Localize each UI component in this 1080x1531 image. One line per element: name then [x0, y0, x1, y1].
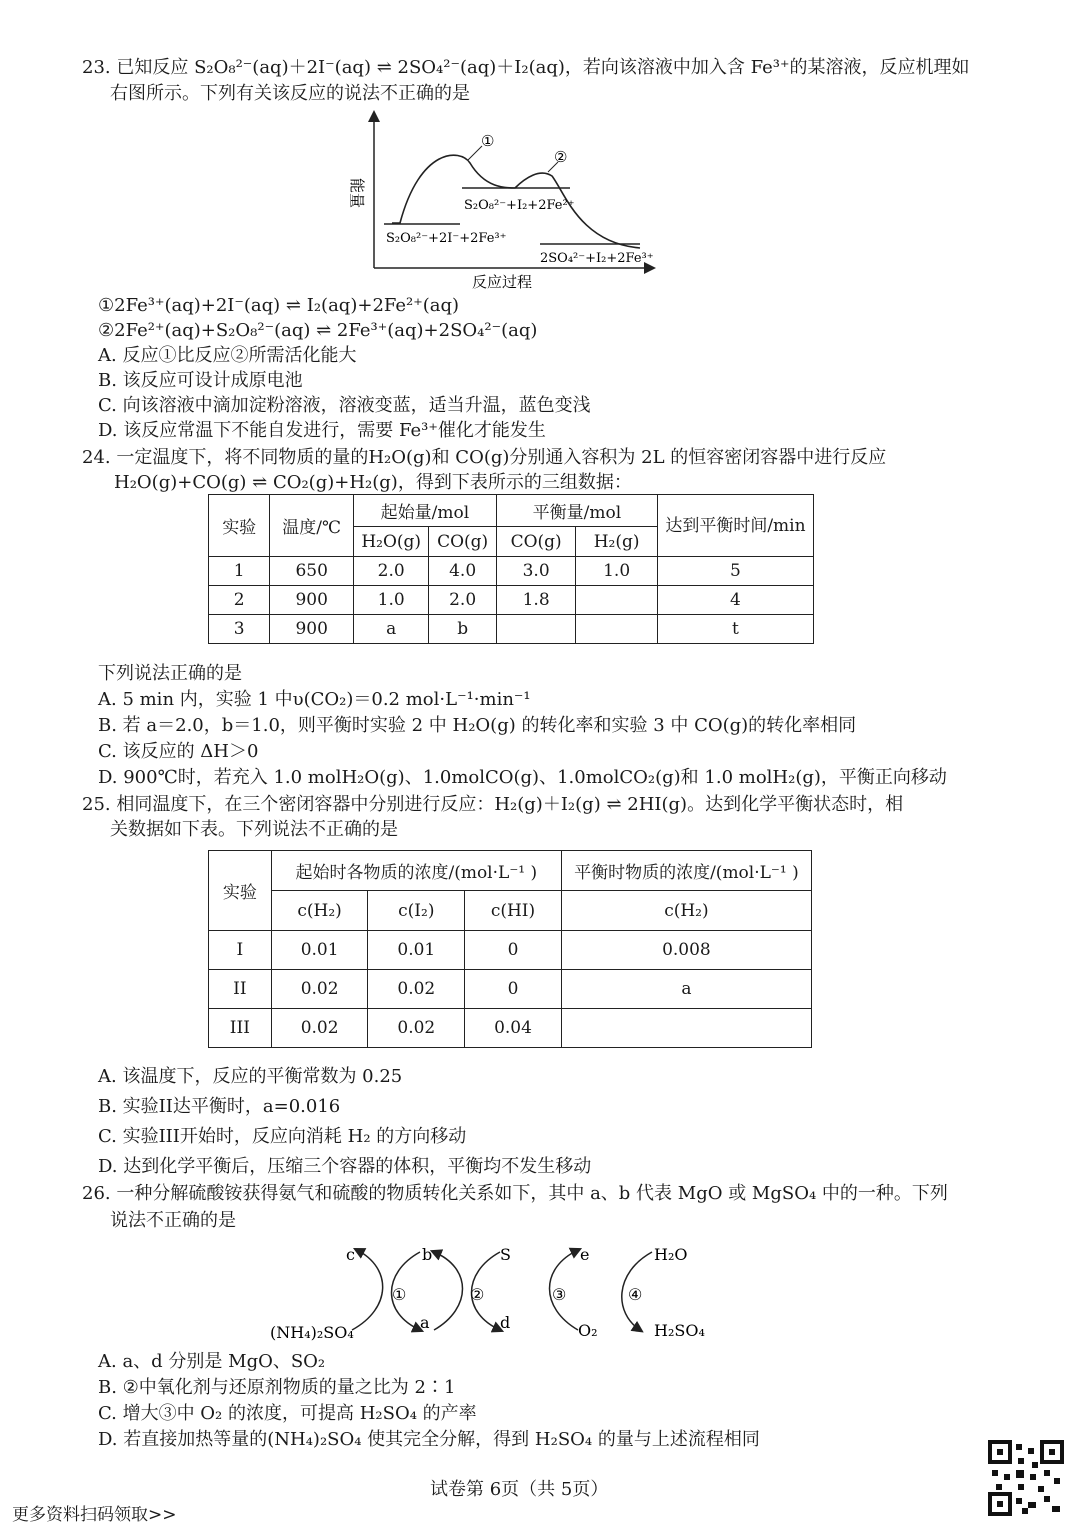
peak2-label: ②	[554, 148, 568, 166]
q25-option-b: B. 实验II达平衡时，a=0.016	[98, 1096, 341, 1117]
cell	[496, 615, 576, 644]
q25-option-c: C. 实验III开始时，反应向消耗 H₂ 的方向移动	[98, 1126, 467, 1147]
diagram-xlabel: 反应过程	[472, 273, 533, 291]
q26-option-c: C. 增大③中 O₂ 的浓度，可提高 H₂SO₄ 的产率	[98, 1403, 477, 1424]
q23-option-d: D. 该反应常温下不能自发进行，需要 Fe³⁺催化才能发生	[98, 420, 546, 441]
q24-option-c: C. 该反应的 ΔH＞0	[98, 741, 259, 762]
q25-stem-line1: 25. 相同温度下，在三个密闭容器中分别进行反应：H₂(g)＋I₂(g) ⇌ 2HI(g)。达到化学平衡状态时，相	[82, 794, 904, 815]
cell: 4	[657, 586, 813, 615]
q26-stem-line2: 说法不正确的是	[110, 1210, 236, 1231]
qr-code-icon	[988, 1440, 1064, 1516]
q25-stem-line2: 关数据如下表。下列说法不正确的是	[110, 819, 398, 840]
th-temp: 温度/℃	[270, 495, 354, 557]
cell: 4.0	[429, 557, 496, 586]
q23-eq1: ①2Fe³⁺(aq)+2I⁻(aq) ⇌ I₂(aq)+2Fe²⁺(aq)	[98, 295, 460, 316]
cell: 3	[209, 615, 270, 644]
th-exp: 实验	[209, 495, 270, 557]
label-c: c	[346, 1245, 355, 1264]
diagram-ylabel: 能量	[348, 178, 366, 209]
th-time: 达到平衡时间/min	[657, 495, 813, 557]
q24-lead: 下列说法正确的是	[98, 663, 242, 684]
cell	[576, 586, 658, 615]
th-sub-i2: c(I₂)	[368, 891, 465, 931]
q23-option-b: B. 该反应可设计成原电池	[98, 370, 303, 391]
cell: 0.02	[368, 1009, 465, 1048]
q23-option-a: A. 反应①比反应②所需活化能大	[98, 345, 357, 366]
cell: b	[429, 615, 496, 644]
cell: 1.8	[496, 586, 576, 615]
q24-option-d: D. 900℃时，若充入 1.0 molH₂O(g)、1.0molCO(g)、1.0molCO₂(g)和 1.0 molH₂(g)，平衡正向移动	[98, 767, 947, 788]
more-link[interactable]: 更多资料扫码领取>>	[12, 1505, 177, 1525]
th-sub-h2-eq: H₂(g)	[576, 527, 658, 557]
label-h2o: H₂O	[654, 1245, 688, 1264]
cell: 0.008	[561, 931, 811, 970]
cell: 2.0	[353, 557, 428, 586]
q26-stem-line1: 26. 一种分解硫酸铵获得氨气和硫酸的物质转化关系如下，其中 a、b 代表 MgO 或 MgSO₄ 中的一种。下列	[82, 1183, 948, 1204]
cell	[576, 615, 658, 644]
cell: 0.04	[465, 1009, 562, 1048]
cell: 900	[270, 615, 354, 644]
q23-stem-line2: 右图所示。下列有关该反应的说法不正确的是	[110, 83, 470, 104]
label-s: S	[500, 1245, 511, 1264]
step3-label: ③	[552, 1285, 567, 1304]
cell: a	[353, 615, 428, 644]
cell: 0.01	[368, 931, 465, 970]
q23-option-c: C. 向该溶液中滴加淀粉溶液，溶液变蓝，适当升温，蓝色变浅	[98, 395, 591, 416]
cell: 1	[209, 557, 270, 586]
th-sub-hi: c(HI)	[465, 891, 562, 931]
cell: II	[209, 970, 272, 1009]
label-d: d	[500, 1313, 511, 1332]
q24-stem-line1: 24. 一定温度下，将不同物质的量的H₂O(g)和 CO(g)分别通入容积为 2L 的恒容密闭容器中进行反应	[82, 447, 887, 468]
cell	[561, 1009, 811, 1048]
q26-option-a: A. a、d 分别是 MgO、SO₂	[98, 1351, 326, 1372]
cell: 650	[270, 557, 354, 586]
table-row	[209, 1009, 812, 1048]
label-nh4so4: (NH₄)₂SO₄	[270, 1323, 354, 1342]
cell: 0.02	[368, 970, 465, 1009]
cell: 3.0	[496, 557, 576, 586]
cell: 900	[270, 586, 354, 615]
table-row	[209, 557, 814, 586]
th-sub-co-eq: CO(g)	[496, 527, 576, 557]
th-start: 起始时各物质的浓度/(mol·L⁻¹ )	[271, 851, 561, 891]
q26-option-d: D. 若直接加热等量的(NH₄)₂SO₄ 使其完全分解，得到 H₂SO₄ 的量与上述流程相同	[98, 1429, 760, 1450]
q23-stem-line1: 23. 已知反应 S₂O₈²⁻(aq)＋2I⁻(aq) ⇌ 2SO₄²⁻(aq)＋I₂(aq)，若向该溶液中加入含 Fe³⁺的某溶液，反应机理如	[82, 57, 970, 78]
q25-option-a: A. 该温度下，反应的平衡常数为 0.25	[98, 1066, 403, 1087]
th-sub-h2o: H₂O(g)	[353, 527, 428, 557]
cell: a	[561, 970, 811, 1009]
step1-label: ①	[392, 1285, 407, 1304]
q26-option-b: B. ②中氧化剂与还原剂物质的量之比为 2∶1	[98, 1377, 456, 1398]
cell: 5	[657, 557, 813, 586]
cell: 1.0	[576, 557, 658, 586]
cell: 1.0	[353, 586, 428, 615]
th-sub-h2: c(H₂)	[271, 891, 368, 931]
table-row	[209, 615, 814, 644]
th-exp: 实验	[209, 851, 272, 931]
transformation-diagram	[262, 1238, 722, 1348]
th-start: 起始量/mol	[353, 495, 496, 527]
q24-option-a: A. 5 min 内，实验 1 中υ(CO₂)＝0.2 mol·L⁻¹·min⁻¹	[98, 689, 531, 710]
state-mid: S₂O₈²⁻+I₂+2Fe²⁺	[464, 198, 575, 213]
th-eq: 平衡量/mol	[496, 495, 657, 527]
cell: 0.01	[271, 931, 368, 970]
state-end: 2SO₄²⁻+I₂+2Fe³⁺	[540, 251, 654, 266]
cell: 0	[465, 970, 562, 1009]
step2-label: ②	[470, 1285, 485, 1304]
peak1-label: ①	[481, 132, 495, 150]
label-h2so4: H₂SO₄	[654, 1321, 705, 1340]
label-a: a	[420, 1313, 430, 1332]
th-sub-h2-eq: c(H₂)	[561, 891, 811, 931]
step4-label: ④	[628, 1285, 643, 1304]
cell: 0.02	[271, 1009, 368, 1048]
state-start: S₂O₈²⁻+2I⁻+2Fe³⁺	[386, 231, 507, 246]
q24-table	[208, 494, 814, 644]
q24-stem-line2: H₂O(g)+CO(g) ⇌ CO₂(g)+H₂(g)，得到下表所示的三组数据：	[114, 472, 632, 493]
cell: 0.02	[271, 970, 368, 1009]
th-sub-co: CO(g)	[429, 527, 496, 557]
label-e: e	[580, 1245, 590, 1264]
q25-table	[208, 850, 812, 1048]
cell: 0	[465, 931, 562, 970]
energy-diagram	[340, 108, 670, 293]
label-b: b	[422, 1245, 433, 1264]
q24-option-b: B. 若 a＝2.0，b＝1.0，则平衡时实验 2 中 H₂O(g) 的转化率和实验 3 中 CO(g)的转化率相同	[98, 715, 857, 736]
q25-option-d: D. 达到化学平衡后，压缩三个容器的体积，平衡均不发生移动	[98, 1156, 592, 1177]
cell: 2	[209, 586, 270, 615]
page-number: 试卷第 6页（共 5页）	[430, 1479, 609, 1500]
cell: I	[209, 931, 272, 970]
table-row	[209, 970, 812, 1009]
label-o2: O₂	[578, 1321, 598, 1340]
th-eq: 平衡时物质的浓度/(mol·L⁻¹ )	[561, 851, 811, 891]
cell: 2.0	[429, 586, 496, 615]
table-row	[209, 586, 814, 615]
cell: t	[657, 615, 813, 644]
q23-eq2: ②2Fe²⁺(aq)+S₂O₈²⁻(aq) ⇌ 2Fe³⁺(aq)+2SO₄²⁻(aq)	[98, 320, 538, 341]
table-row	[209, 931, 812, 970]
cell: III	[209, 1009, 272, 1048]
